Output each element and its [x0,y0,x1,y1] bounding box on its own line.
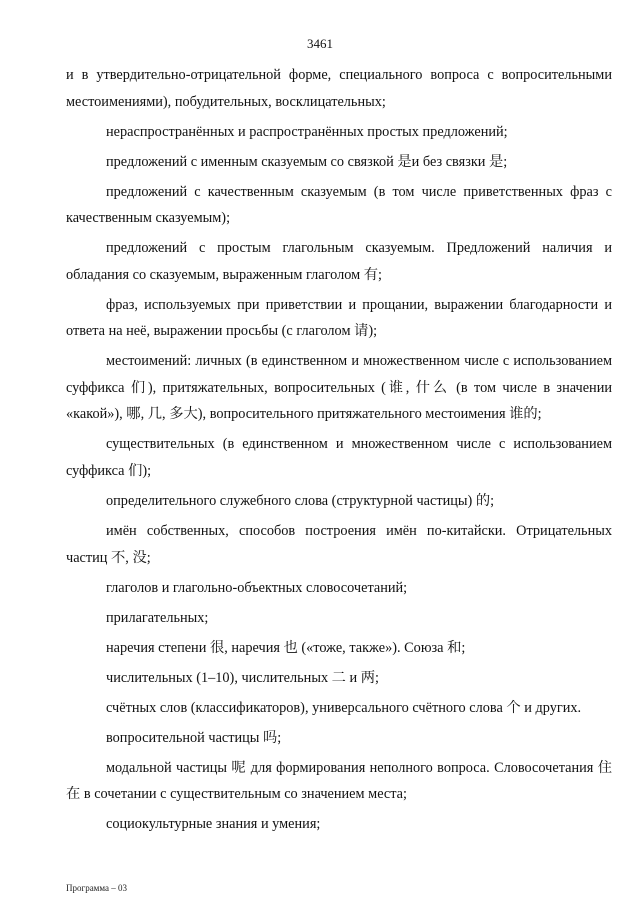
paragraph-numerals: числительных (1–10), числительных 二 и 两; [106,669,380,686]
paragraph-adjectives: прилагательных; [106,609,209,626]
paragraph-adverbs: наречия степени 很, наречия 也 («тоже, также»). Союза 和; [106,639,466,656]
paragraph-simple-sentences: нераспространённых и распространённых простых предложений; [106,123,508,140]
paragraph-sociocultural: социокультурные знания и умения; [106,816,321,833]
paragraph-pronouns: местоимений: личных (в единственном и множественном числе с использованием суффикса 们), притяжательных, вопросительных (谁, 什么 (в том числе в значении «какой»), 哪, 几, 多大), вопросительного притяжательного местоимения 谁的; [66,353,612,423]
paragraph-proper-names: имён собственных, способов построения имён по-китайски. Отрицательных частиц 不, 没; [66,523,612,566]
page-number: 3461 [307,36,333,51]
paragraph-verbal-predicate: предложений с простым глагольным сказуемым. Предложений наличия и обладания со сказуемым, выраженным глаголом 有; [66,240,612,283]
paragraph-sentence-types: и в утвердительно-отрицательной форме, специального вопроса с вопросительными местоимениями), побудительных, восклицательных; [66,67,612,110]
paragraph-greeting-phrases: фраз, используемых при приветствии и прощании, выражении благодарности и ответа на неё, выражении просьбы (с глаголом 请); [66,296,612,340]
paragraph-structural-particle: определительного служебного слова (структурной частицы) 的; [106,493,495,510]
footer-label: Программа – 03 [66,883,128,893]
paragraph-modal-particle: модальной частицы 呢 для формирования неполного вопроса. Словосочетания 住在 в сочетании с существительным со значением места; [66,759,612,803]
paragraph-nouns: существительных (в единственном и множественном числе с использованием суффикса 们); [66,436,612,480]
body-text [66,62,612,841]
paragraph-verbs: глаголов и глагольно-объектных словосочетаний; [106,579,408,596]
paragraph-classifiers: счётных слов (классификаторов), универсального счётного слова 个 и других. [106,699,582,716]
paragraph-question-particle: вопросительной частицы 吗; [106,729,282,746]
paragraph-qualitative-predicate: предложений с качественным сказуемым (в том числе приветственных фраз с качественным сказуемым); [66,183,612,227]
paragraph-nominal-predicate: предложений с именным сказуемым со связкой 是и без связки 是; [106,153,508,170]
